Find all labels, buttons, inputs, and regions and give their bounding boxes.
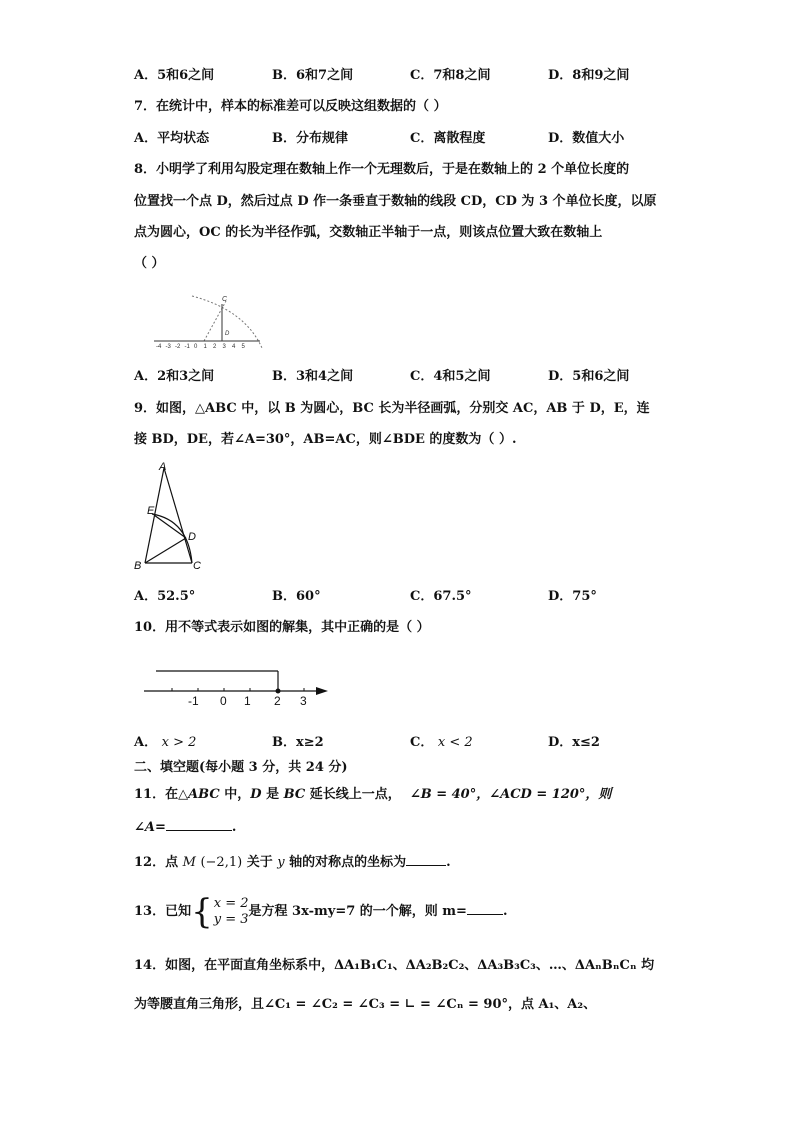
q10-option-d: D．x≤2	[548, 735, 600, 750]
q9-option-c: C．67.5°	[410, 589, 472, 604]
q8-option-d: D．5和6之间	[548, 369, 630, 384]
q8-tick-label: 1	[203, 344, 207, 350]
q9-option-a: A．52.5°	[134, 589, 196, 604]
q8-option-c: C．4和5之间	[410, 369, 491, 384]
q9-option-b: B．60°	[272, 589, 321, 604]
q7-option-a: A．平均状态	[134, 131, 210, 146]
q9-label-a: A	[159, 461, 167, 473]
q9-triangle-figure	[130, 458, 210, 574]
q10-option-c: C． x < 2	[410, 735, 473, 750]
q9-stem-line2: 接 BD，DE，若∠A=30°，AB=AC，则∠BDE 的度数为（ ）.	[134, 432, 517, 447]
q10-tick-2: 2	[274, 694, 281, 708]
q8-option-a: A．2和3之间	[134, 369, 215, 384]
q8-stem-line3: 点为圆心，OC 的长为半径作弧，交数轴正半轴于一点，则该点位置大致在数轴上	[134, 225, 603, 240]
q7-option-c: C．离散程度	[410, 131, 486, 146]
q10-option-a: A． x > 2	[134, 735, 197, 750]
q8-tick-label: -2	[175, 344, 181, 350]
q8-stem-line2: 位置找一个点 D，然后过点 D 作一条垂直于数轴的线段 CD，CD 为 3 个单位长度，以原	[134, 194, 657, 209]
q8-stem-line1: 8．小明学了利用勾股定理在数轴上作一个无理数后，于是在数轴上的 2 个单位长度的	[134, 162, 630, 177]
q10-stem: 10．用不等式表示如图的解集，其中正确的是（ ）	[134, 620, 430, 635]
section-heading-fill-in: 二、填空题(每小题 3 分，共 24 分)	[134, 760, 348, 775]
q11-stem-line1: 11．在△ABC 中，D 是 BC 延长线上一点， ∠B = 40°，∠ACD = 120°，则	[134, 787, 612, 802]
q10-tick-neg1: -1	[188, 694, 199, 708]
q8-tick-label: 4	[232, 344, 236, 350]
q10-number-line-figure	[140, 660, 335, 712]
q8-tick-label: -4	[156, 344, 162, 350]
q13-stem: 13．已知 { x = 2 y = 3 是方程 3x-my=7 的一个解，则 m= .	[134, 891, 508, 932]
q9-label-e: E	[147, 505, 155, 517]
q9-option-d: D．75°	[548, 589, 597, 604]
q8-tick-label: -3	[165, 344, 171, 350]
q9-label-b: B	[134, 560, 142, 572]
q8-label-c: C	[222, 296, 228, 303]
q7-option-d: D．数值大小	[548, 131, 625, 146]
q7-stem: 7．在统计中，样本的标准差可以反映这组数据的（ ）	[134, 99, 447, 114]
q6-option-d: D．8和9之间	[548, 68, 630, 83]
q10-tick-3: 3	[300, 694, 307, 708]
q11-answer-blank[interactable]	[166, 817, 232, 831]
q12-answer-blank[interactable]	[406, 852, 446, 866]
q6-option-c: C．7和8之间	[410, 68, 491, 83]
q10-option-b: B．x≥2	[272, 735, 324, 750]
q13-equation-system: { x = 2 y = 3	[191, 891, 249, 932]
q12-stem: 12．点 M (−2,1) 关于 y 轴的对称点的坐标为 .	[134, 852, 451, 872]
q7-option-b: B．分布规律	[272, 131, 348, 146]
q10-tick-1: 1	[244, 694, 251, 708]
q9-stem-line1: 9．如图，△ABC 中，以 B 为圆心，BC 长为半径画弧，分别交 AC，AB 于 D，E，连	[134, 401, 650, 416]
q8-tick-label: 3	[222, 344, 226, 350]
q8-answer-paren: （ ）	[134, 256, 165, 271]
q8-tick-labels	[156, 344, 246, 350]
q10-tick-0: 0	[220, 694, 227, 708]
q14-stem-line2: 为等腰直角三角形，且∠C₁ = ∠C₂ = ∠C₃ = ∟ = ∠Cₙ = 90°，点 A₁、A₂、	[134, 997, 597, 1012]
q8-tick-label: -1	[184, 344, 190, 350]
q8-number-line-figure	[150, 288, 270, 352]
q8-tick-label: 5	[241, 344, 245, 350]
q10-solid-point	[276, 689, 281, 694]
q6-option-a: A．5和6之间	[134, 68, 215, 83]
q8-tick-label: 0	[194, 344, 198, 350]
q9-label-c: C	[193, 560, 201, 572]
q9-label-d: D	[188, 531, 196, 543]
q8-tick-label: 2	[213, 344, 217, 350]
q11-stem-line2: ∠A= .	[134, 817, 236, 837]
q13-answer-blank[interactable]	[467, 901, 503, 915]
q14-stem-line1: 14．如图，在平面直角坐标系中，ΔA₁B₁C₁、ΔA₂B₂C₂、ΔA₃B₃C₃、…、ΔAₙBₙCₙ 均	[134, 958, 655, 973]
q6-option-b: B．6和7之间	[272, 68, 354, 83]
q8-arc	[192, 296, 262, 348]
q10-axis-arrow	[316, 687, 328, 695]
q9-segment-bd	[145, 538, 186, 563]
q8-oc-segment	[204, 301, 226, 341]
q8-label-d: D	[225, 331, 230, 337]
q8-option-b: B．3和4之间	[272, 369, 354, 384]
